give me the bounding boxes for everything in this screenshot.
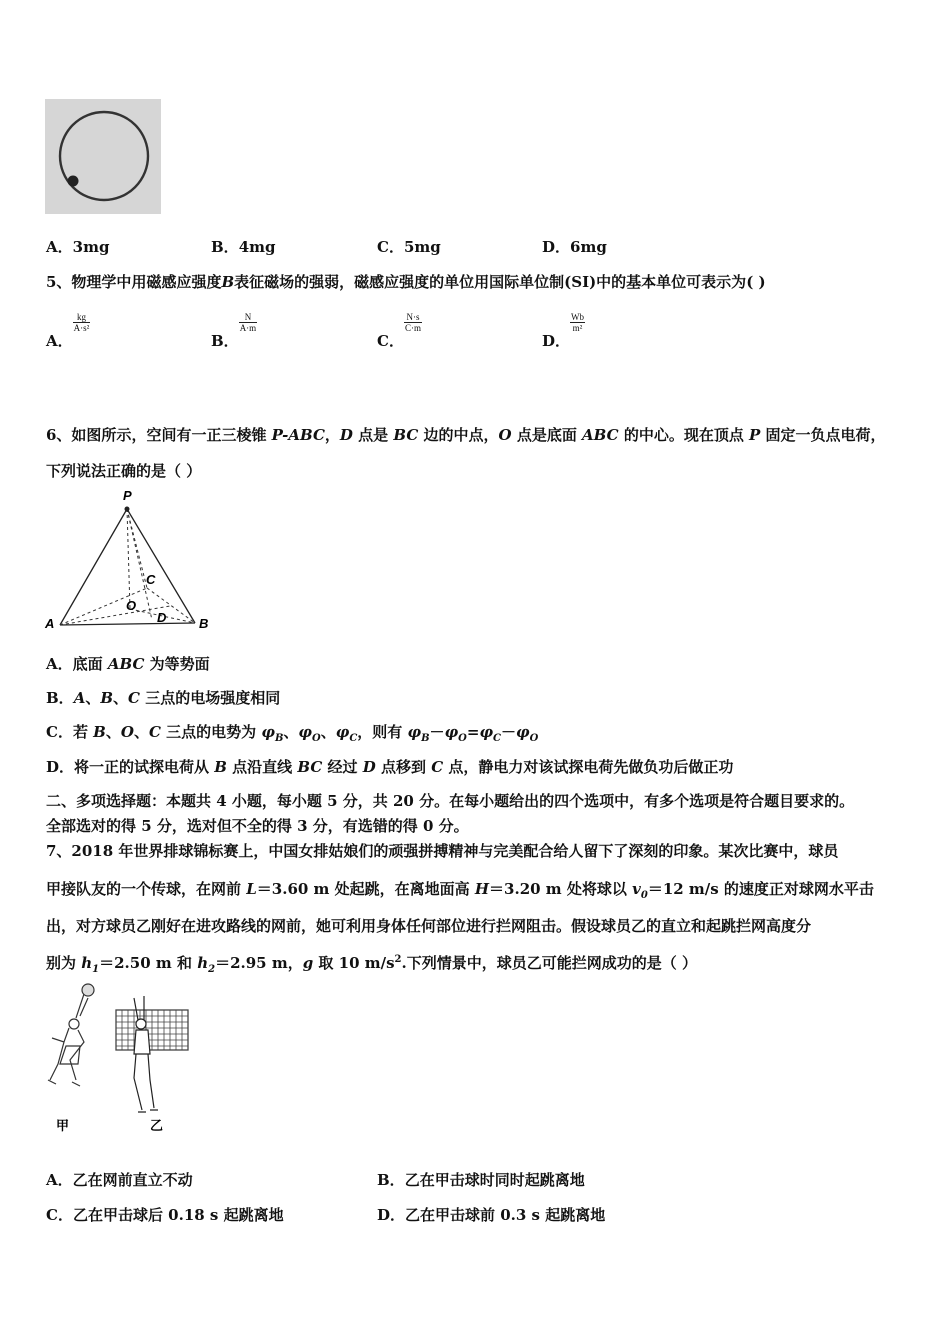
text-segment: 6、如图所示，空间有一正三棱锥: [46, 426, 272, 444]
text-segment: .下列情景中，球员乙可能拦网成功的是（ ）: [401, 954, 697, 972]
text-segment: 取 10 m/s: [313, 954, 395, 972]
text-segment: 的中心。现在顶点: [618, 426, 750, 444]
text-segment: 2: [394, 954, 402, 965]
q6-stem-line1: [46, 424, 886, 445]
text-segment: C: [128, 689, 140, 707]
subscript: 2: [208, 964, 216, 975]
subscript: C: [349, 733, 358, 744]
label-C: C: [146, 572, 156, 587]
label-yi: 乙: [150, 1118, 164, 1133]
player-jia: [48, 984, 94, 1086]
text-segment: 、: [105, 723, 121, 741]
label-A: A: [45, 616, 55, 631]
q7-stem-line3: 出，对方球员乙刚好在进攻路线的网前，她可利用身体任何部位进行拦网阻击。假设球员乙的直立和起跳拦网高度分: [46, 917, 812, 935]
q5-option-c[interactable]: C． $\frac{N\cdot s}{C\cdot m}$: [377, 312, 421, 350]
label-P: P: [123, 488, 132, 503]
text-segment: h: [197, 954, 209, 972]
subscript: O: [458, 733, 467, 744]
label-jia: 甲: [56, 1118, 70, 1133]
q7-stem-line2: [46, 878, 874, 901]
subscript: O: [529, 733, 539, 744]
q7-stem-line1: 7、2018 年世界排球锦标赛上，中国女排姑娘们的顽强拼搏精神与完美配合给人留下了深刻的印象。某次比赛中，球员: [46, 842, 839, 860]
text-segment: φ: [298, 723, 312, 741]
text-segment: C: [148, 723, 161, 741]
text-segment: L: [246, 880, 257, 898]
q7-option-b[interactable]: B．乙在甲击球时同时起跳离地: [377, 1171, 585, 1189]
q6-option-b[interactable]: [46, 687, 280, 708]
text-segment: 点移到: [375, 758, 432, 776]
q7-option-a[interactable]: A．乙在网前直立不动: [46, 1171, 193, 1189]
text-segment: C．若: [46, 723, 94, 741]
unit-fraction: $\frac{kg}{\text{A·s²}}$: [73, 312, 90, 333]
q5-option-a[interactable]: A． $\frac{kg}{\text{A·s²}}$: [46, 312, 90, 350]
subscript: 0: [640, 890, 648, 901]
text-segment: H: [474, 880, 490, 898]
text-segment: φ: [335, 723, 350, 741]
q6-option-d[interactable]: [46, 756, 733, 777]
text-segment: φ: [479, 723, 494, 741]
subscript: O: [312, 733, 321, 744]
text-segment: 边的中点，: [418, 426, 499, 444]
text-segment: ＝3.20 m 处将球以: [489, 880, 633, 898]
unit-fraction: $\frac{Wb}{\text{m²}}$: [571, 312, 585, 333]
text-segment: A: [73, 689, 86, 707]
text-segment: －: [500, 723, 516, 741]
text-segment: 、: [320, 723, 336, 741]
ring-figure: [45, 99, 161, 214]
text-segment: O: [498, 426, 512, 444]
text-segment: φ: [261, 723, 275, 741]
ring-photo: [45, 99, 161, 214]
q7-stem-line4: [46, 952, 697, 975]
text-segment: ，: [324, 426, 340, 444]
text-segment: BC: [393, 426, 419, 444]
text-segment: =: [466, 723, 480, 741]
q6-option-a[interactable]: [46, 653, 210, 674]
unit-fraction: $\frac{N\cdot s}{C\cdot m}$: [404, 312, 421, 333]
text-segment: D: [339, 426, 353, 444]
pyramid-figure: [40, 485, 220, 635]
text-segment: ＝2.50 m 和: [99, 954, 198, 972]
text-segment: D: [362, 758, 376, 776]
text-segment: φ: [444, 723, 459, 741]
text-segment: －: [429, 723, 445, 741]
text-segment: 、: [113, 689, 129, 707]
text-segment: 三点的电势为: [160, 723, 262, 741]
text-segment: 经过: [322, 758, 363, 776]
q6-option-c[interactable]: [46, 721, 538, 744]
text-segment: h: [81, 954, 93, 972]
q4-option-b[interactable]: B．4mg: [211, 238, 276, 256]
q6-stem-line2: 下列说法正确的是（ ）: [46, 462, 202, 480]
q4-option-c[interactable]: C．5mg: [377, 238, 441, 256]
point-charge: [125, 507, 130, 512]
text-segment: ＝12 m/s 的速度正对球网水平击: [647, 880, 874, 898]
section2-line2: 全部选对的得 5 分，选对但不全的得 3 分，有选错的得 0 分。: [46, 817, 469, 835]
q7-option-d[interactable]: D．乙在甲击球前 0.3 s 起跳离地: [377, 1206, 606, 1224]
q7-option-c[interactable]: C．乙在甲击球后 0.18 s 起跳离地: [46, 1206, 284, 1224]
text-segment: 为等势面: [144, 655, 210, 673]
text-segment: φ: [407, 723, 422, 741]
text-segment: v: [632, 880, 641, 898]
q5-option-b[interactable]: B． $\frac{N}{A\cdot m}$: [211, 312, 257, 350]
subscript: B: [274, 733, 284, 744]
text-segment: BC: [297, 758, 323, 776]
text-segment: 、: [85, 689, 101, 707]
q5-option-d[interactable]: D． $\frac{Wb}{\text{m²}}$: [542, 312, 585, 350]
text-segment: 点是: [352, 426, 394, 444]
text-segment: ＝3.60 m 处起跳，在离地面高: [256, 880, 475, 898]
subscript: B: [421, 733, 430, 744]
q5-stem: 5、物理学中用磁感应强度B表征磁场的强弱，磁感应强度的单位用国际单位制(SI)中的基本单位可表示为( ): [46, 273, 766, 291]
label-O: O: [126, 598, 137, 613]
net: [116, 1010, 188, 1050]
q4-option-d[interactable]: D．6mg: [542, 238, 607, 256]
unit-fraction: $\frac{N}{A\cdot m}$: [239, 312, 257, 333]
text-segment: ABC: [582, 426, 619, 444]
text-segment: D．将一正的试探电荷从: [46, 758, 215, 776]
text-segment: 、: [133, 723, 149, 741]
text-segment: 点，静电力对该试探电荷先做负功后做正功: [443, 758, 734, 776]
text-segment: P-ABC: [271, 426, 325, 444]
volleyball-figure: [40, 980, 200, 1140]
text-segment: ABC: [107, 655, 145, 673]
text-segment: 、: [283, 723, 299, 741]
text-segment: ，则有: [357, 723, 408, 741]
text-segment: 固定一负点电荷，: [760, 426, 886, 444]
subscript: 1: [92, 964, 100, 975]
text-segment: 点是底面: [511, 426, 583, 444]
text-segment: 点沿直线: [226, 758, 298, 776]
text-segment: B: [100, 689, 114, 707]
text-segment: φ: [516, 723, 530, 741]
subscript: C: [493, 733, 501, 744]
text-segment: B．: [46, 689, 74, 707]
text-segment: P: [749, 426, 761, 444]
section2-line1: 二、多项选择题：本题共 4 小题，每小题 5 分，共 20 分。在每小题给出的四个选项中，有多个选项是符合题目要求的。: [46, 792, 855, 810]
text-segment: O: [120, 723, 134, 741]
text-segment: B: [93, 723, 106, 741]
q4-option-a[interactable]: A．3mg: [46, 238, 110, 256]
text-segment: 别为: [46, 954, 82, 972]
label-B: B: [199, 616, 209, 631]
text-segment: C: [431, 758, 444, 776]
text-segment: ＝2.95 m，: [215, 954, 303, 972]
text-segment: 三点的电场强度相同: [140, 689, 281, 707]
text-segment: B: [214, 758, 227, 776]
text-segment: 甲接队友的一个传球，在网前: [46, 880, 247, 898]
text-segment: g: [302, 954, 314, 972]
text-segment: A．底面: [46, 655, 108, 673]
label-D: D: [157, 610, 167, 625]
